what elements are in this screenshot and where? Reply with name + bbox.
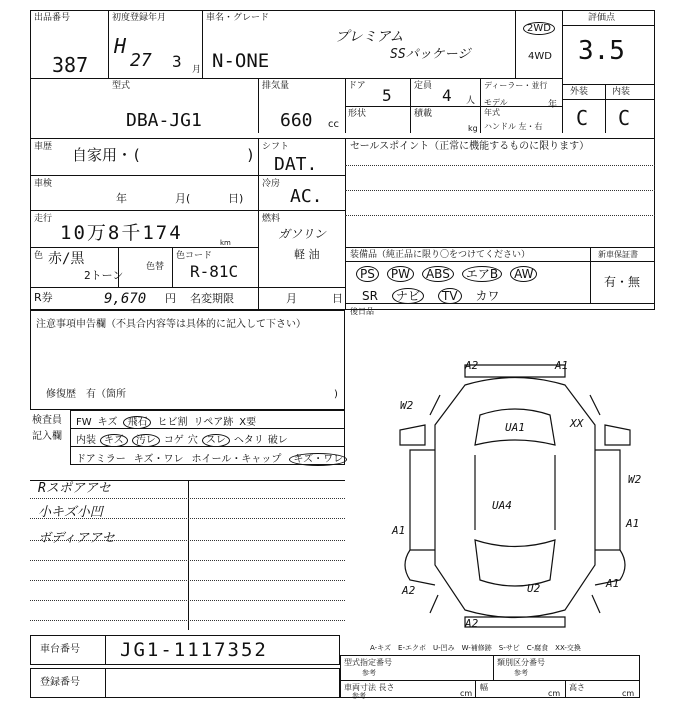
- checklist-item-6: X要: [239, 417, 257, 428]
- int-label: 内装: [612, 87, 631, 97]
- drive-4wd: 4WD: [528, 51, 552, 62]
- type-label: 型式: [112, 81, 131, 91]
- fuel-value: ガソリン: [278, 227, 327, 241]
- first-reg-label: 初度登録年月: [112, 13, 167, 23]
- checklist-item-1: FW: [76, 417, 92, 428]
- classification-ref: 参考: [514, 669, 528, 677]
- shape-label: 形状: [348, 109, 367, 119]
- color-code-label: 色コード: [176, 251, 213, 261]
- remark-1: Rスポアアセ: [38, 481, 111, 496]
- int-grade: C: [618, 106, 631, 130]
- height-label: 高さ: [569, 683, 585, 692]
- checklist-item-4: ヒビ割: [157, 417, 188, 428]
- diagram-mark: W2: [628, 473, 642, 486]
- equipment-item-3: ABS: [422, 266, 454, 282]
- length-label: 車両寸法 長さ: [344, 683, 395, 692]
- diagram-mark: A1: [626, 517, 640, 530]
- doors-value: 5: [382, 86, 392, 105]
- mileage-unit: km: [220, 239, 231, 247]
- equipment-item-r2-4: カワ: [475, 289, 500, 303]
- aircon-value: AC.: [290, 186, 323, 207]
- checklist-item-5: リペア跡: [193, 417, 234, 428]
- inspection-day: 日): [228, 192, 244, 205]
- checklist-row-2: [76, 431, 292, 446]
- first-reg-era: H: [114, 34, 127, 58]
- first-reg-month-unit: 月: [192, 65, 202, 75]
- equipment-item-r2-1: SR: [362, 289, 378, 303]
- warranty-label: 新車保証書: [598, 250, 638, 259]
- chassis-value: JG1-1117352: [120, 639, 268, 661]
- width-cm: cm: [548, 689, 561, 698]
- aircon-label: 冷房: [262, 179, 281, 189]
- displacement-value: 660: [280, 110, 313, 131]
- equipment-item-5: AW: [510, 266, 537, 282]
- diagram-mark: UA1: [505, 421, 525, 434]
- equipment-item-r2-2: ナビ: [392, 288, 424, 304]
- recycle-unit: 円: [165, 292, 176, 305]
- width-label: 幅: [480, 683, 488, 692]
- model-grade-1: プレミアム: [335, 29, 404, 45]
- diagram-mark: A2: [465, 617, 479, 630]
- diagram-mark: A1: [606, 577, 620, 590]
- checklist-item-r2-3: 汚レ: [132, 434, 160, 447]
- sales-point-label: セールスポイント（正常に機能するものに限ります）: [350, 141, 590, 152]
- usage-label: 車歴: [34, 142, 53, 152]
- classification-label: 類別区分番号: [497, 658, 545, 667]
- checklist-label-1: 検査員: [32, 415, 62, 426]
- shift-value: DAT.: [274, 154, 318, 175]
- capacity-unit: 人: [466, 96, 476, 106]
- remark-2: 小キズ小凹: [38, 505, 103, 520]
- equipment-item-r2-3: TV: [438, 288, 462, 304]
- diagram-mark: UA4: [492, 499, 512, 512]
- first-reg-year: 27: [130, 50, 152, 71]
- usage-close: ): [246, 146, 256, 164]
- checklist-item-r2-2: キズ: [100, 434, 128, 447]
- equipment-label: 装備品（純正品に限り〇をつけてください）: [350, 250, 531, 260]
- displacement-unit: cc: [328, 119, 339, 130]
- equipment-row-2: [362, 287, 514, 304]
- equipment-row-1: [356, 265, 545, 282]
- diagram-mark: A1: [555, 359, 569, 372]
- checklist-item-r3-1: ドアミラー: [76, 454, 126, 465]
- checklist-item-r2-1: 内装: [76, 435, 96, 446]
- checklist-item-r3-4: キズ・ワレ: [289, 453, 347, 466]
- diagram-mark: XX: [570, 417, 584, 430]
- ext-label: 外装: [570, 87, 589, 97]
- diagram-mark: A2: [402, 584, 416, 597]
- inspection-month: 月(: [175, 192, 191, 205]
- deadline-label: 名変期限: [190, 292, 234, 305]
- ext-grade: C: [576, 106, 589, 130]
- load-label: 積載: [414, 109, 433, 119]
- length-ref: 参考: [352, 692, 366, 700]
- mileage-label: 走行: [34, 214, 53, 224]
- capacity-value: 4: [442, 86, 452, 105]
- model-name: N-ONE: [212, 50, 270, 72]
- doors-label: ドア: [348, 81, 366, 91]
- registration-label: 登録番号: [40, 677, 80, 688]
- fuel-label: 燃料: [262, 214, 281, 224]
- checklist-row-1: [76, 413, 262, 428]
- lot-label: 出品番号: [34, 13, 71, 23]
- inspection-label: 車検: [34, 179, 53, 189]
- model-year-label: モデル年式: [484, 98, 508, 117]
- remark-3: ボディアアセ: [38, 531, 115, 546]
- checklist-row-3: [76, 450, 355, 465]
- inspection-year: 年: [116, 192, 127, 205]
- deadline-month: 月: [286, 292, 297, 305]
- certified-label: 型式指定番号: [344, 658, 392, 667]
- color-change-label: 色替: [146, 262, 165, 272]
- checklist-item-r2-5: 穴: [187, 435, 198, 446]
- checklist-item-r2-8: 破レ: [267, 435, 288, 446]
- rating-value: 3.5: [578, 36, 625, 66]
- load-unit: kg: [468, 124, 478, 133]
- certified-ref: 参考: [362, 669, 376, 677]
- drive-2wd: 2WD: [523, 24, 555, 34]
- diagram-mark: A1: [392, 524, 406, 537]
- model-year-unit: 年: [548, 100, 558, 110]
- first-reg-month: 3: [172, 52, 182, 71]
- color-sub: 2トーン: [84, 269, 124, 282]
- lot-number: 387: [52, 53, 89, 77]
- usage-value: 自家用・(: [72, 146, 142, 164]
- checklist-item-r3-2: キズ・ワレ: [133, 454, 184, 465]
- color-label: 色: [34, 251, 44, 261]
- recycle-label: R券: [34, 291, 53, 304]
- diagram-mark: U2: [527, 582, 541, 595]
- displacement-label: 排気量: [262, 81, 290, 91]
- recycle-value: 9,670: [104, 291, 147, 307]
- height-cm: cm: [622, 689, 635, 698]
- type-value: DBA-JG1: [126, 110, 202, 131]
- shift-label: シフト: [262, 142, 290, 152]
- diagram-mark: W2: [400, 399, 414, 412]
- dealer-label: ディーラー・並行: [484, 81, 548, 90]
- capacity-label: 定員: [414, 81, 433, 91]
- diagram-mark: A2: [465, 359, 479, 372]
- checklist-item-r2-4: コゲ: [163, 435, 184, 446]
- notes-label: 注意事項申告欄（不具合内容等は具体的に記入して下さい）: [36, 319, 306, 330]
- handle-label: ハンドル 左・右: [484, 122, 543, 131]
- color-code-value: R-81C: [190, 262, 239, 281]
- mileage-value: 10万8千174: [60, 222, 183, 244]
- checklist-item-3: 飛石: [123, 416, 151, 429]
- deadline-day: 日: [332, 292, 343, 305]
- repair-label: 修復歴 有（箇所: [46, 389, 126, 400]
- equipment-item-2: PW: [387, 266, 414, 282]
- fuel-alt: 軽 油: [294, 248, 320, 261]
- checklist-item-r3-3: ホイール・キャップ: [191, 454, 282, 465]
- damage-legend: A-キズ E-エクボ U-凹み W-補修跡 S-サビ C-腐食 XX-交換: [370, 644, 581, 652]
- equipment-item-4: エアB: [462, 266, 502, 282]
- checklist-label-2: 記入欄: [32, 431, 62, 442]
- equipment-item-1: PS: [356, 266, 379, 282]
- model-grade-2: SSパッケージ: [390, 47, 471, 62]
- warranty-value: 有・無: [604, 275, 641, 289]
- length-cm: cm: [460, 689, 473, 698]
- color-value: 赤/黒: [48, 251, 85, 267]
- checklist-item-2: キズ: [97, 417, 118, 428]
- model-label: 車名・グレード: [206, 13, 270, 23]
- post-date-label: 後日品: [350, 307, 374, 316]
- checklist-item-r2-6: スレ: [202, 434, 230, 447]
- rating-label: 評価点: [588, 13, 616, 23]
- repair-close: ): [334, 389, 338, 400]
- checklist-item-r2-7: ヘタリ: [233, 435, 264, 446]
- chassis-label: 車台番号: [40, 644, 80, 655]
